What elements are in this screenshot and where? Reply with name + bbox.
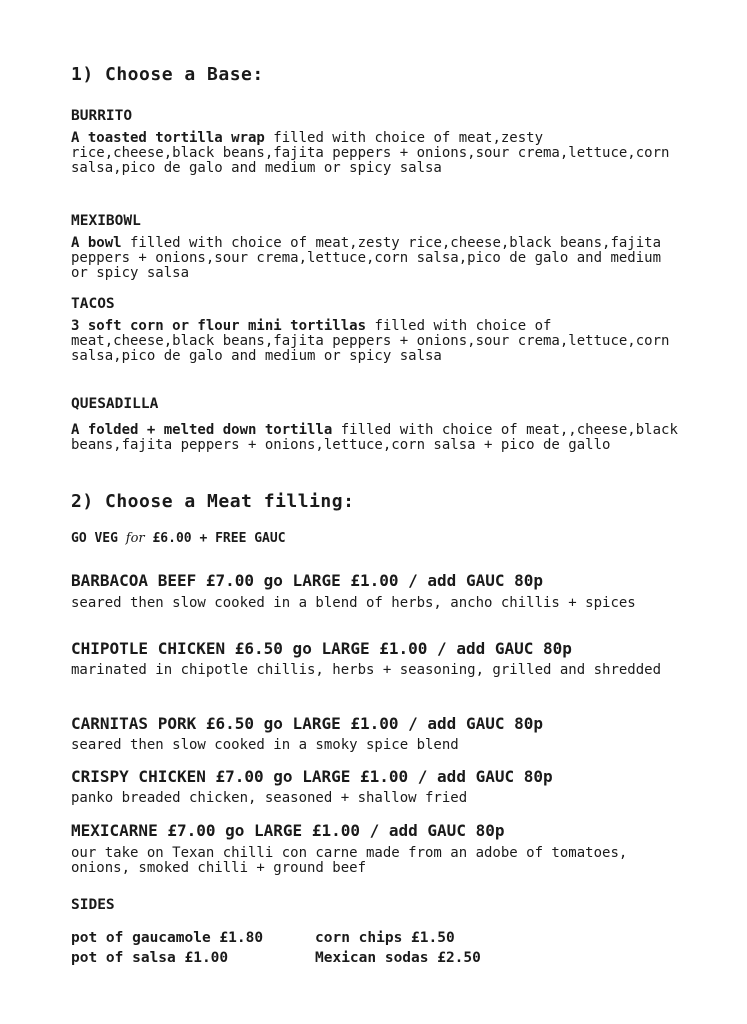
go-veg-post: £6.00 + FREE GAUC [144, 531, 286, 546]
side-item: corn chips £1.50 [315, 930, 455, 946]
base-desc-mexibowl [71, 236, 681, 281]
meat-heading: 2) Choose a Meat filling: [71, 491, 355, 512]
meat-title-chipotle: CHIPOTLE CHICKEN £6.50 go LARGE £1.00 / add GAUC 80p [71, 639, 572, 658]
base-title-quesadilla: QUESADILLA [71, 396, 159, 412]
meat-title-carnitas: CARNITAS PORK £6.50 go LARGE £1.00 / add GAUC 80p [71, 714, 544, 733]
base-desc-burrito [71, 131, 681, 176]
side-item: pot of salsa £1.00 [71, 950, 229, 966]
meat-desc-barbacoa: seared then slow cooked in a blend of herbs, ancho chillis + spices [71, 595, 636, 611]
base-title-mexibowl: MEXIBOWL [71, 213, 141, 229]
meat-desc-chipotle: marinated in chipotle chillis, herbs + seasoning, grilled and shredded [71, 662, 662, 678]
base-lead-burrito: A toasted tortilla wrap [71, 130, 265, 146]
meat-desc-crispy: panko breaded chicken, seasoned + shallow fried [71, 790, 468, 806]
base-desc-quesadilla [71, 423, 681, 453]
base-title-tacos: TACOS [71, 296, 115, 312]
go-veg-line [71, 531, 286, 546]
base-rest-tacos: filled with choice of meat,cheese,black beans,fajita peppers + onions,sour crema,lettuce,corn salsa,pico de galo and medium or spicy salsa [71, 318, 670, 364]
meat-title-barbacoa: BARBACOA BEEF £7.00 go LARGE £1.00 / add GAUC 80p [71, 571, 544, 590]
base-lead-quesadilla: A folded + melted down tortilla [71, 422, 333, 438]
sides-heading: SIDES [71, 897, 115, 913]
base-title-burrito: BURRITO [71, 108, 133, 124]
base-lead-tacos: 3 soft corn or flour mini tortillas [71, 318, 367, 334]
meat-title-mexicarne: MEXICARNE £7.00 go LARGE £1.00 / add GAUC 80p [71, 821, 505, 840]
side-item: pot of gaucamole £1.80 [71, 930, 264, 946]
base-lead-mexibowl: A bowl [71, 235, 122, 251]
meat-desc-carnitas: seared then slow cooked in a smoky spice blend [71, 737, 459, 753]
go-veg-italic: for [125, 531, 145, 546]
side-item: Mexican sodas £2.50 [315, 950, 481, 966]
meat-desc-mexicarne: our take on Texan chilli con carne made from an adobe of tomatoes, onions, smoked chilli + ground beef [71, 845, 628, 876]
base-rest-burrito: filled with choice of meat,zesty rice,cheese,black beans,fajita peppers + onions,sour crema,lettuce,corn salsa,pico de galo and medium or spicy salsa [71, 130, 670, 176]
base-heading: 1) Choose a Base: [71, 64, 264, 85]
meat-title-crispy: CRISPY CHICKEN £7.00 go LARGE £1.00 / add GAUC 80p [71, 767, 553, 786]
base-rest-quesadilla: filled with choice of meat,,cheese,black beans,fajita peppers + onions,lettuce,corn salsa + pico de gallo [71, 422, 678, 453]
base-rest-mexibowl: filled with choice of meat,zesty rice,cheese,black beans,fajita peppers + onions,sour crema,lettuce,corn salsa,pico de galo and medium or spicy salsa [71, 235, 662, 281]
base-desc-tacos [71, 319, 681, 364]
go-veg-pre: GO VEG [71, 531, 126, 546]
